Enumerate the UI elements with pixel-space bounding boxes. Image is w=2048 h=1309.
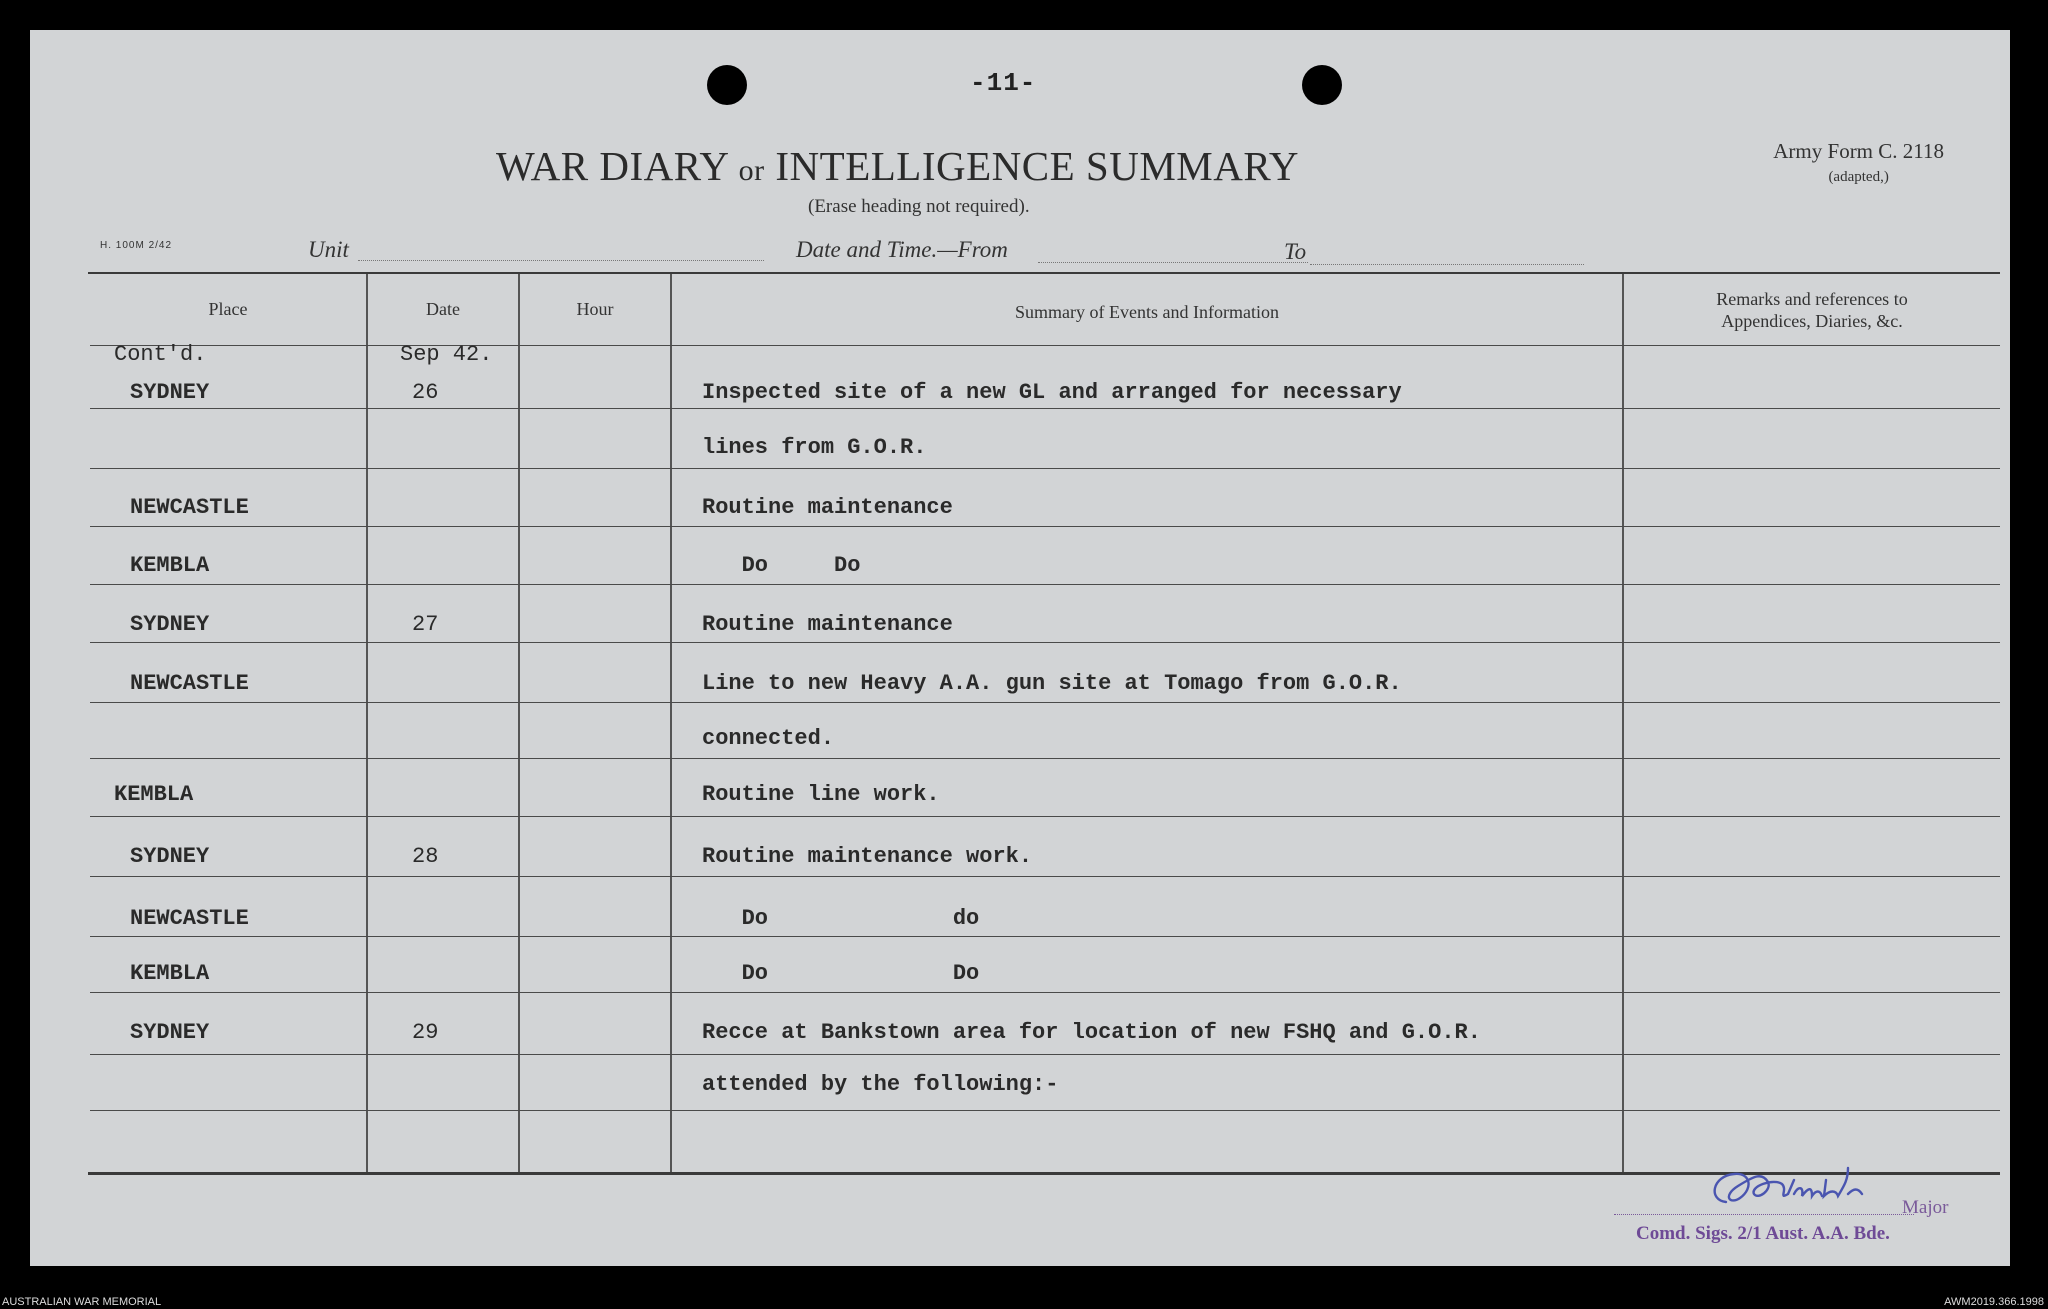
remarks-header-line2: Appendices, Diaries, &c. bbox=[1721, 311, 1903, 331]
entry-summary: Do Do bbox=[702, 961, 980, 986]
table-rule bbox=[90, 936, 2000, 937]
punch-hole-right bbox=[1302, 65, 1342, 105]
entry-summary: connected. bbox=[702, 726, 835, 751]
form-code: H. 100M 2/42 bbox=[100, 240, 173, 251]
title-war-diary: WAR DIARY bbox=[496, 143, 728, 189]
war-diary-page bbox=[30, 30, 2010, 1266]
entry-date: 26 bbox=[412, 380, 439, 405]
army-form-number: Army Form C. 2118 bbox=[1773, 139, 1944, 163]
entry-summary: attended by the following:- bbox=[702, 1072, 1059, 1097]
to-dotted-line bbox=[1310, 264, 1584, 265]
remarks-header-line1: Remarks and references to bbox=[1716, 289, 1908, 309]
from-dotted-line bbox=[1038, 262, 1308, 263]
table-rule bbox=[90, 702, 2000, 703]
entry-place: NEWCASTLE bbox=[130, 906, 249, 931]
title-or: or bbox=[738, 154, 765, 187]
entry-summary: Inspected site of a new GL and arranged for necessary bbox=[702, 380, 1402, 405]
footer-source: AUSTRALIAN WAR MEMORIAL bbox=[2, 1296, 162, 1308]
table-rule bbox=[90, 468, 2000, 469]
entry-date: Sep 42. bbox=[400, 342, 493, 367]
title-intelligence-summary: INTELLIGENCE SUMMARY bbox=[775, 143, 1300, 189]
entry-date: 27 bbox=[412, 612, 439, 637]
punch-hole-left bbox=[707, 65, 747, 105]
entry-date: 29 bbox=[412, 1020, 439, 1045]
entry-place: KEMBLA bbox=[130, 961, 210, 986]
signature-line bbox=[1614, 1214, 1914, 1215]
entry-place: KEMBLA bbox=[130, 553, 210, 578]
entry-place: Cont'd. bbox=[114, 342, 207, 367]
army-form-adapted: (adapted,) bbox=[1828, 169, 1889, 185]
handwritten-signature bbox=[1698, 1150, 1898, 1220]
entry-date: 28 bbox=[412, 844, 439, 869]
table-top-border bbox=[88, 272, 2000, 274]
table-rule bbox=[90, 758, 2000, 759]
table-rule bbox=[90, 345, 2000, 346]
signature-rank: Major bbox=[1902, 1197, 1949, 1218]
entry-place: SYDNEY bbox=[130, 612, 210, 637]
entry-place: SYDNEY bbox=[130, 844, 210, 869]
entry-summary: Recce at Bankstown area for location of new FSHQ and G.O.R. bbox=[702, 1020, 1481, 1045]
entry-summary: Routine maintenance work. bbox=[702, 844, 1033, 869]
table-rule bbox=[90, 408, 2000, 409]
column-header-remarks bbox=[1624, 288, 2000, 332]
table-rule bbox=[90, 642, 2000, 643]
table-rule bbox=[90, 992, 2000, 993]
date-time-label: Date and Time.—From bbox=[796, 237, 1008, 262]
table-rule bbox=[90, 1110, 2000, 1111]
entry-summary: Routine maintenance bbox=[702, 612, 953, 637]
table-rule bbox=[90, 876, 2000, 877]
column-header-place: Place bbox=[208, 299, 248, 319]
unit-label: Unit bbox=[308, 237, 349, 262]
table-rule bbox=[90, 526, 2000, 527]
entry-place: NEWCASTLE bbox=[130, 495, 249, 520]
entry-place: SYDNEY bbox=[130, 1020, 210, 1045]
table-rule bbox=[90, 584, 2000, 585]
column-header-hour: Hour bbox=[576, 299, 614, 319]
page-number: -11- bbox=[970, 68, 1037, 98]
entry-place: SYDNEY bbox=[130, 380, 210, 405]
unit-stamp: Comd. Sigs. 2/1 Aust. A.A. Bde. bbox=[1636, 1223, 1890, 1244]
unit-dotted-line bbox=[358, 260, 764, 261]
army-form-label bbox=[1773, 138, 1944, 190]
entry-summary: Do Do bbox=[702, 553, 861, 578]
entry-summary: Do do bbox=[702, 906, 980, 931]
entry-summary: Routine line work. bbox=[702, 782, 940, 807]
table-rule bbox=[90, 816, 2000, 817]
table-rule bbox=[90, 1054, 2000, 1055]
entry-summary: Line to new Heavy A.A. gun site at Tomago from G.O.R. bbox=[702, 671, 1402, 696]
entry-place: KEMBLA bbox=[114, 782, 194, 807]
to-label: To bbox=[1284, 239, 1307, 264]
erase-note: (Erase heading not required). bbox=[808, 196, 1030, 217]
footer-accession: AWM2019.366.1998 bbox=[1944, 1296, 2044, 1308]
entry-summary: lines from G.O.R. bbox=[702, 435, 927, 460]
column-header-summary: Summary of Events and Information bbox=[1015, 302, 1279, 322]
entry-summary: Routine maintenance bbox=[702, 495, 953, 520]
entry-place: NEWCASTLE bbox=[130, 671, 249, 696]
column-header-date: Date bbox=[426, 299, 460, 319]
page-title bbox=[496, 142, 1299, 190]
